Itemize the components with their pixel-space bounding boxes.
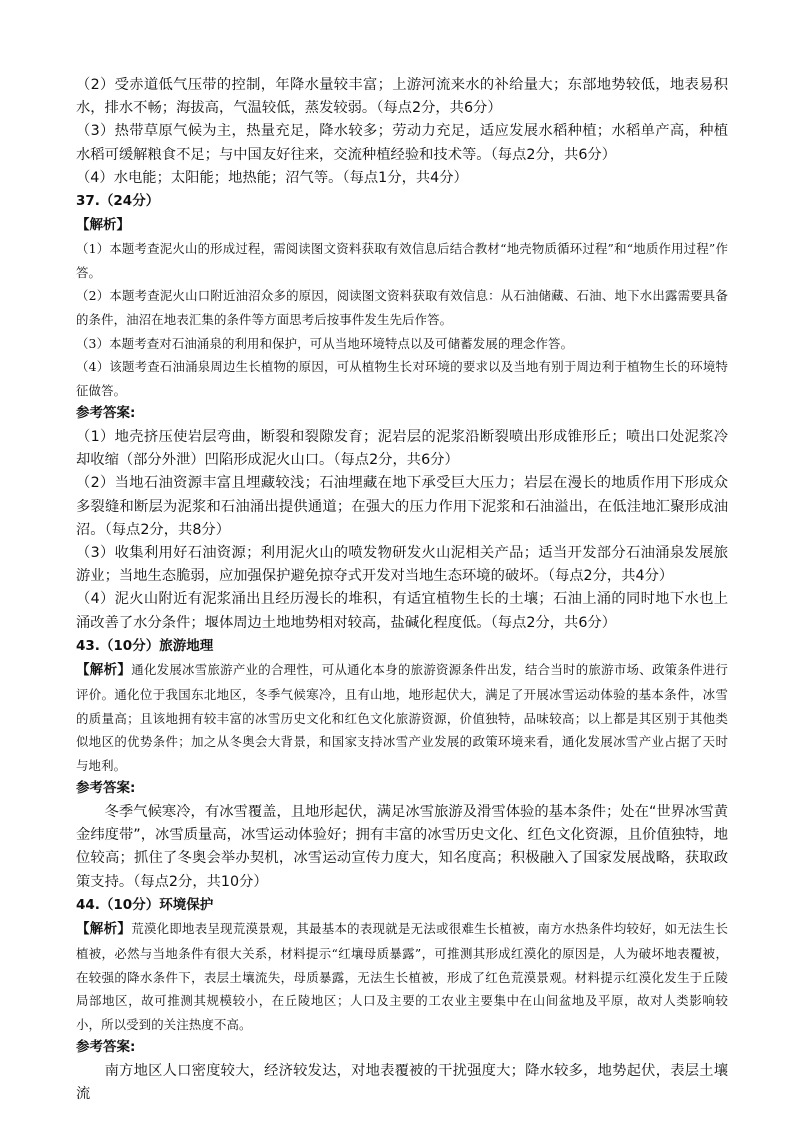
analysis-paragraph [76,658,728,777]
analysis-text: 通化发展冰雪旅游产业的合理性，可从通化本身的旅游资源条件出发，结合当时的旅游市场、政策条件进行评价。通化位于我国东北地区，冬季气候寒冷，且有山地，地形起伏大，满足了开展冰雪运动体验的基本条件，冰雪的质量高；且该地拥有较丰富的冰雪历史文化和红色文化旅游资源，价值独特，品味较高；以上都是其区别于其他类似地区的优势条件；加之从冬奥会大背景，和国家支持冰雪产业发展的政策环境来看，通化发展冰雪产业占据了天时与地利。 [76,662,728,773]
question-title: 43.（10分）旅游地理 [76,637,214,654]
answer-item: （3）热带草原气候为主，热量充足，降水较多；劳动力充足，适应发展水稻种植；水稻单产高，种植水稻可缓解粮食不足；与中国友好往来，交流种植经验和技术等。（每点2分，共6分） [76,123,728,163]
question-37 [76,190,728,635]
question-title: 37.（24分） [76,193,160,210]
analysis-paragraph [76,917,728,1036]
reference-answer-label: 参考答案: [76,780,136,797]
reference-answer-label: 参考答案: [76,405,136,422]
answer-item: （2）受赤道低气压带的控制，年降水量较丰富；上游河流来水的补给量大；东部地势较低，地表易积水，排水不畅；海拔高，气温较低，蒸发较弱。（每点2分，共6分） [76,77,728,117]
analysis-label: 【解析】 [76,216,130,233]
analysis-item: （2）本题考查泥火山口附近油沼众多的原因，阅读图文资料获取有效信息：从石油储藏、石油、地下水出露需要具备的条件，油沼在地表汇集的条件等方面思考后按事件发生先后作答。 [76,288,728,327]
question-44 [76,894,728,1107]
answer-item: （4）泥火山附近有泥浆涌出且经历漫长的堆积，有适宜植物生长的土壤；石油上涌的同时地下水也上涌改善了水分条件；堰体周边土地地势相对较高，盐碱化程度低。（每点2分，共6分） [76,591,728,631]
question-43 [76,635,728,894]
analysis-item: （3）本题考查对石油涌泉的利用和保护，可从当地环境特点以及可储蓄发展的理念作答。 [76,335,574,351]
prior-question-answers [76,74,728,190]
question-title: 44.（10分）环境保护 [76,896,214,913]
analysis-label: 【解析】 [76,662,132,679]
answer-item: 南方地区人口密度较大，经济较发达，对地表覆被的干扰强度大；降水较多，地势起伏，表层土壤流 [76,1062,728,1103]
analysis-text: 荒漠化即地表呈现荒漠景观，其最基本的表现就是无法或很难生长植被，南方水热条件均较好，如无法生长植被，必然与当地条件有很大关系，材料提示“红壤母质暴露”，可推测其形成红漠化的原因是，人为破坏地表覆被，在较强的降水条件下，表层土壤流失，母质暴露，无法生长植被，形成了红色荒漠景观。材料提示红漠化发生于丘陵局部地区，故可推测其规模较小，在丘陵地区；人口及主要的工农业主要集中在山间盆地及平原，故对人类影响较小，所以受到的关注热度不高。 [76,921,728,1032]
answer-item: 冬季气候寒冷，有冰雪覆盖，且地形起伏，满足冰雪旅游及滑雪体验的基本条件；处在“世界冰雪黄金纬度带”，冰雪质量高，冰雪运动体验好；拥有丰富的冰雪历史文化、红色文化资源，且价值独特，地位较高；抓住了冬奥会举办契机，冰雪运动宣传力度大，知名度高；积极融入了国家发展战略，获取政策支持。（每点2分，共10分） [76,803,728,890]
answer-item: （1）地壳挤压使岩层弯曲，断裂和裂隙发育；泥岩层的泥浆沿断裂喷出形成锥形丘；喷出口处泥浆冷却收缩（部分外泄）凹陷形成泥火山口。（每点2分，共6分） [76,428,728,469]
analysis-item: （1）本题考查泥火山的形成过程，需阅读图文资料获取有效信息后结合教材“地壳物质循环过程”和“地质作用过程”作答。 [76,241,728,280]
reference-answer-label: 参考答案: [76,1039,136,1056]
analysis-label: 【解析】 [76,921,132,938]
answer-item: （4）水电能；太阳能；地热能；沼气等。（每点1分，共4分） [76,169,468,186]
answer-item: （3）收集利用好石油资源；利用泥火山的喷发物研发火山泥相关产品；适当开发部分石油涌泉发展旅游业；当地生态脆弱，应加强保护避免掠夺式开发对当地生态环境的破坏。（每点2分，共4分） [76,544,728,585]
analysis-item: （4）该题考查石油涌泉周边生长植物的原因，可从植物生长对环境的要求以及当地有别于周边利于植物生长的环境特征做答。 [76,359,728,398]
answer-item: （2）当地石油资源丰富且埋藏较浅；石油埋藏在地下承受巨大压力；岩层在漫长的地质作用下形成众多裂缝和断层为泥浆和石油涌出提供通道；在强大的压力作用下泥浆和石油溢出，在低洼地汇聚形成油沼。（每点2分，共8分） [76,475,728,538]
